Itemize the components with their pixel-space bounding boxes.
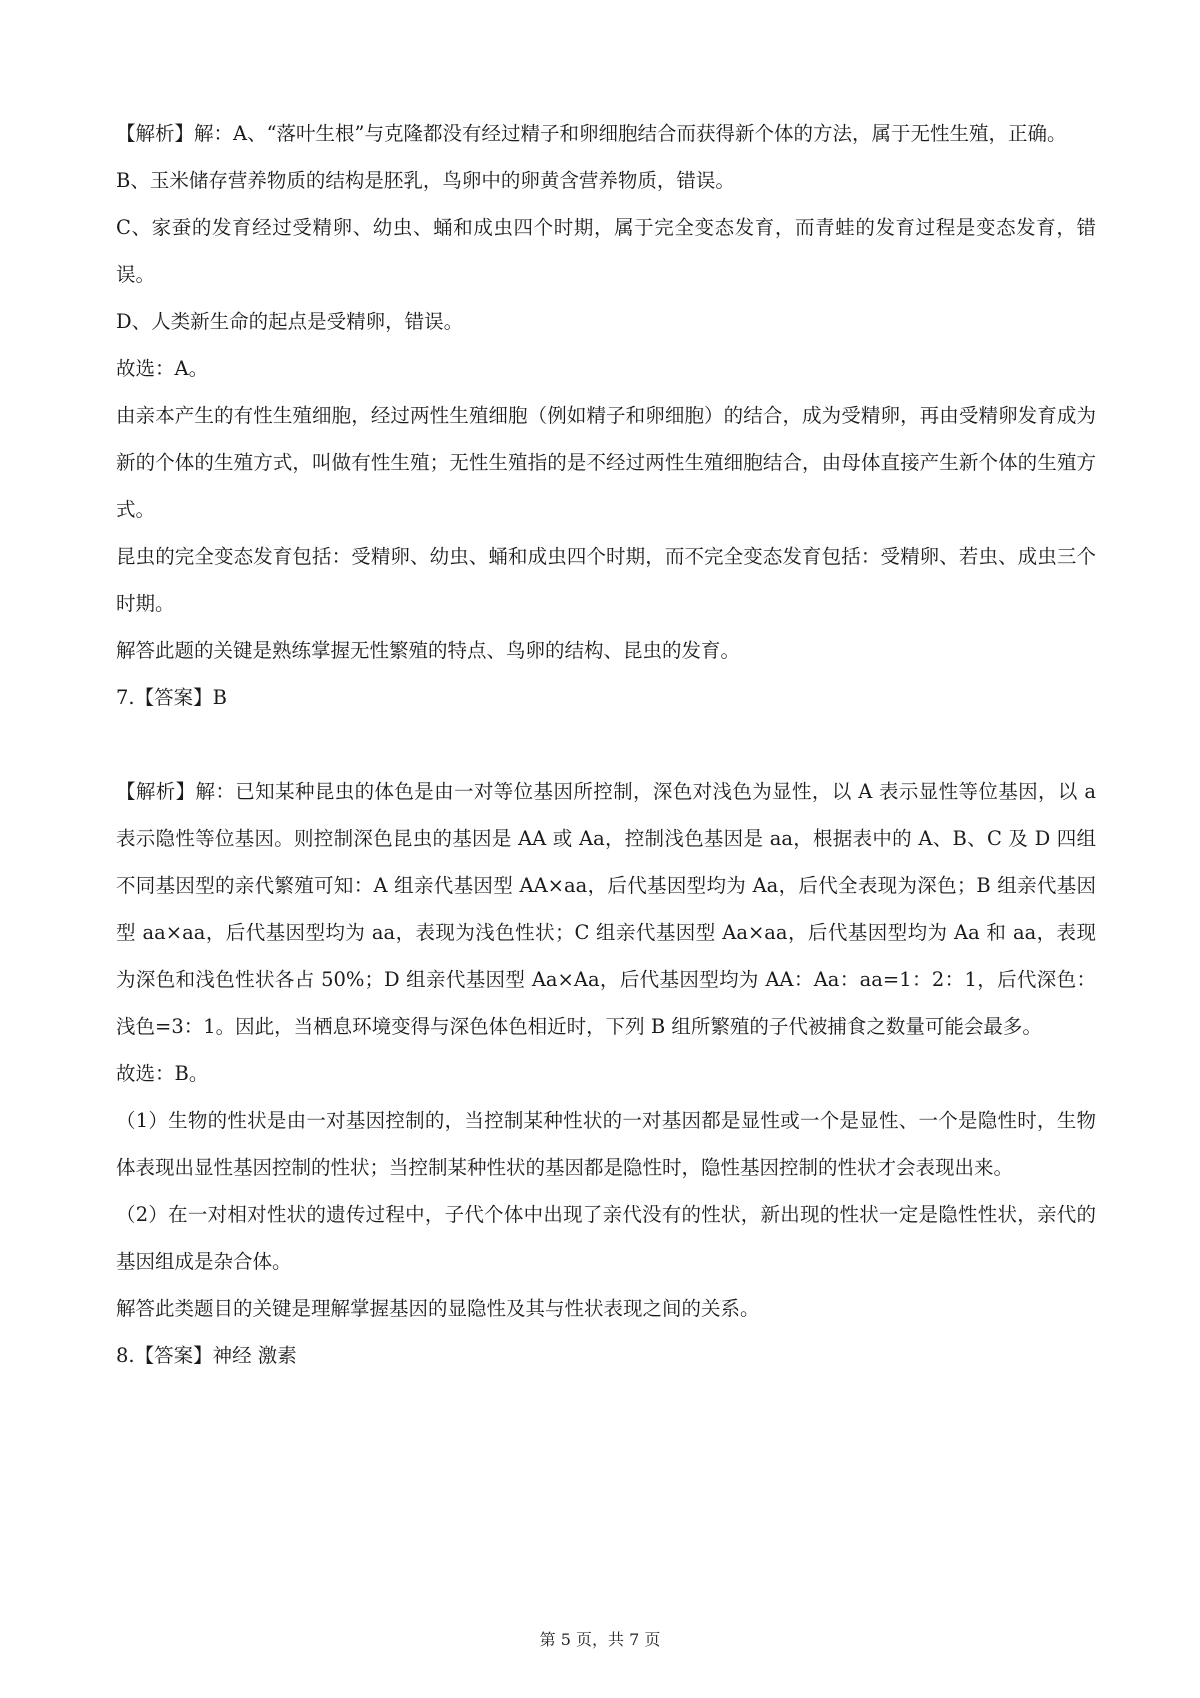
explanation-paragraph: （1）生物的性状是由一对基因控制的，当控制某种性状的一对基因都是显性或一个是显性、一个是隐性时，生物体表现出显性基因控制的性状；当控制某种性状的基因都是隐性时，隐性基因控制的性状才会表现出来。 [116,1109,1096,1179]
key-point-paragraph: 解答此题的关键是熟练掌握无性繁殖的特点、鸟卵的结构、昆虫的发育。 [116,639,741,662]
answer-heading-7: 7.【答案】B [116,686,227,709]
key-point-paragraph: 解答此类题目的关键是理解掌握基因的显隐性及其与性状表现之间的关系。 [116,1297,760,1320]
explanation-paragraph: 昆虫的完全变态发育包括：受精卵、幼虫、蛹和成虫四个时期，而不完全变态发育包括：受精卵、若虫、成虫三个时期。 [116,545,1096,615]
spacer [116,721,1096,768]
choice-line: 故选：B。 [116,1062,209,1085]
explanation-paragraph: 由亲本产生的有性生殖细胞，经过两性生殖细胞（例如精子和卵细胞）的结合，成为受精卵，再由受精卵发育成为新的个体的生殖方式，叫做有性生殖；无性生殖指的是不经过两性生殖细胞结合，由母体直接产生新个体的生殖方式。 [116,404,1096,521]
option-c-explanation: C、家蚕的发育经过受精卵、幼虫、蛹和成虫四个时期，属于完全变态发育，而青蛙的发育过程是变态发育，错误。 [116,216,1096,286]
explanation-paragraph: （2）在一对相对性状的遗传过程中，子代个体中出现了亲代没有的性状，新出现的性状一定是隐性性状，亲代的基因组成是杂合体。 [116,1203,1096,1273]
option-d-explanation: D、人类新生命的起点是受精卵，错误。 [116,310,464,333]
page-number-footer: 第 5 页，共 7 页 [539,1630,661,1649]
option-b-explanation: B、玉米储存营养物质的结构是胚乳，鸟卵中的卵黄含营养物质，错误。 [116,169,735,192]
choice-line: 故选：A。 [116,357,209,380]
answer-content [116,110,1096,1379]
answer-heading-8: 8.【答案】神经 激素 [116,1344,297,1367]
analysis-paragraph: 【解析】解：已知某种昆虫的体色是由一对等位基因所控制，深色对浅色为显性，以 A 表示显性等位基因，以 a 表示隐性等位基因。则控制深色昆虫的基因是 AA 或 Aa，控制浅色基因是 aa，根据表中的 A、B、C 及 D 四组不同基因型的亲代繁殖可知：A 组亲代基因型 AA×aa，后代基因型均为 Aa，后代全表现为深色；B 组亲代基因型 aa×aa，后代基因型均为 aa，表现为浅色性状；C 组亲代基因型 Aa×aa，后代基因型均为 Aa 和 aa，表现为深色和浅色性状各占 50%；D 组亲代基因型 Aa×Aa，后代基因型均为 AA：Aa：aa=1：2：1，后代深色：浅色=3：1。因此，当栖息环境变得与深色体色相近时，下列 B 组所繁殖的子代被捕食之数量可能会最多。 [116,780,1096,1038]
analysis-paragraph: 【解析】解：A、“落叶生根”与克隆都没有经过精子和卵细胞结合而获得新个体的方法，属于无性生殖，正确。 [116,122,1067,145]
